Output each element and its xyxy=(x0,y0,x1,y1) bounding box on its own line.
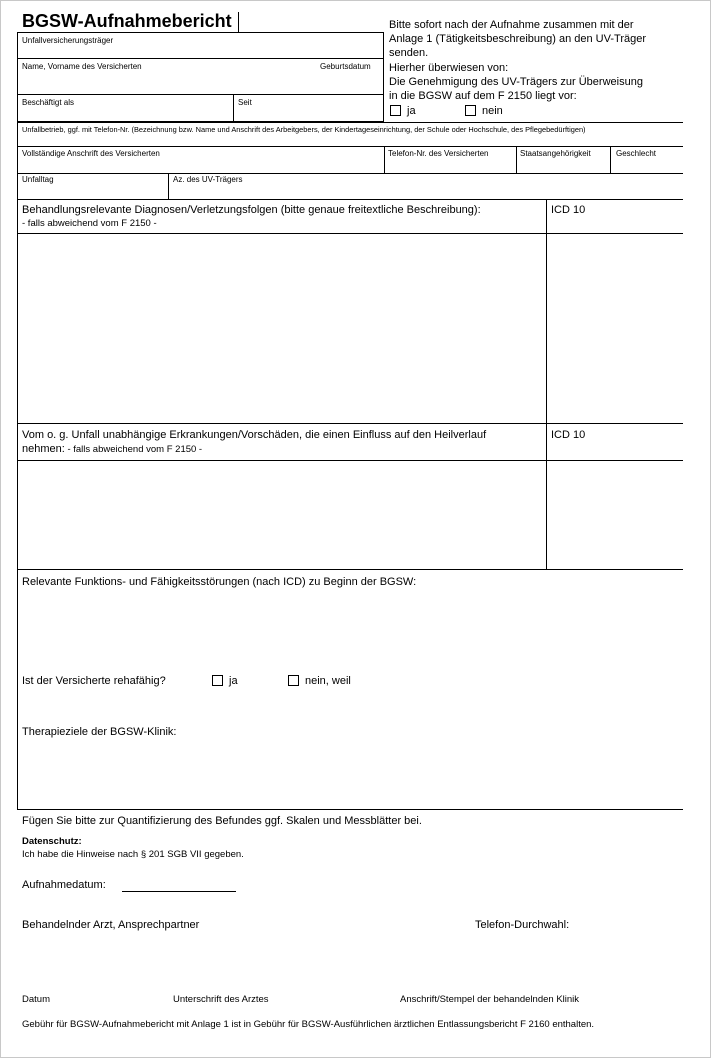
rehab-no-label: nein, weil xyxy=(305,675,351,687)
rehab-no-checkbox[interactable] xyxy=(288,675,299,686)
fee-note: Gebühr für BGSW-Aufnahmebericht mit Anlage 1 ist in Gebühr für BGSW-Ausführlichen ärztlichen Entlassungsbericht F 2160 enthalten. xyxy=(22,1019,595,1030)
phone-label: Telefon-Nr. des Versicherten xyxy=(388,149,489,158)
employer-label: Unfallbetrieb, ggf. mit Telefon-Nr. (Bezeichnung bzw. Name und Anschrift des Arbeitgebers, der Kindertageseinrichtung, der Schule oder Hochschule, des Pflegebedürftigen) xyxy=(22,125,586,134)
form-title: BGSW-Aufnahmebericht xyxy=(22,11,232,31)
instruction-line-2: Anlage 1 (Tätigkeitsbeschreibung) an den UV-Träger xyxy=(389,33,647,45)
functional-impairments-field[interactable] xyxy=(18,591,682,661)
direct-phone-label: Telefon-Durchwahl: xyxy=(475,919,570,931)
employer-field[interactable] xyxy=(18,134,682,145)
therapy-goals-field[interactable] xyxy=(18,741,682,807)
icd10-label-1: ICD 10 xyxy=(551,204,586,216)
insurer-field[interactable] xyxy=(18,46,383,58)
name-field[interactable] xyxy=(18,73,383,94)
diagnoses-title: Behandlungsrelevante Diagnosen/Verletzungsfolgen (bitte genaue freitextliche Beschreibung): xyxy=(22,204,481,216)
text-cursor xyxy=(238,12,239,32)
approval-no-checkbox[interactable] xyxy=(465,105,476,116)
admission-date-underline xyxy=(122,891,236,892)
file-ref-field[interactable] xyxy=(169,185,682,198)
accident-date-label: Unfalltag xyxy=(22,175,54,184)
approval-line-2: in die BGSW auf dem F 2150 liegt vor: xyxy=(389,90,577,102)
since-label: Seit xyxy=(238,98,252,107)
rehab-yes-checkbox[interactable] xyxy=(212,675,223,686)
referred-by-label: Hierher überwiesen von: xyxy=(389,62,509,74)
name-label: Name, Vorname des Versicherten xyxy=(22,62,142,71)
phone-field[interactable] xyxy=(385,159,515,172)
icd10-label-2: ICD 10 xyxy=(551,429,586,441)
therapy-goals-label: Therapieziele der BGSW-Klinik: xyxy=(22,726,177,738)
approval-no-label: nein xyxy=(482,105,503,117)
address-label: Vollständige Anschrift des Versicherten xyxy=(22,149,160,158)
accident-date-field[interactable] xyxy=(18,185,167,198)
nationality-label: Staatsangehörigkeit xyxy=(520,149,591,158)
employed-as-field[interactable] xyxy=(18,108,232,121)
birthdate-label: Geburtsdatum xyxy=(320,62,371,71)
rehab-question: Ist der Versicherte rehafähig? xyxy=(22,675,166,687)
instruction-line-3: senden. xyxy=(389,47,429,59)
approval-yes-checkbox[interactable] xyxy=(390,105,401,116)
since-field[interactable] xyxy=(234,108,383,121)
scales-note: Fügen Sie bitte zur Quantifizierung des Befundes ggf. Skalen und Messblätter bei. xyxy=(22,815,422,827)
treating-doctor-label: Behandelnder Arzt, Ansprechpartner xyxy=(22,919,200,931)
other-conditions-line-2: nehmen: - falls abweichend vom F 2150 - xyxy=(22,443,203,455)
privacy-text: Ich habe die Hinweise nach § 201 SGB VII gegeben. xyxy=(22,849,244,860)
file-ref-label: Az. des UV-Trägers xyxy=(173,175,243,184)
privacy-title: Datenschutz: xyxy=(22,836,82,847)
rehab-yes-label: ja xyxy=(229,675,238,687)
address-field[interactable] xyxy=(18,159,383,172)
insurer-label: Unfallversicherungsträger xyxy=(22,36,114,45)
approval-line-1: Die Genehmigung des UV-Trägers zur Überweisung xyxy=(389,76,643,88)
other-conditions-line-1: Vom o. g. Unfall unabhängige Erkrankungen/Vorschäden, die einen Einfluss auf den Heilverlauf xyxy=(22,429,487,441)
diagnoses-field[interactable] xyxy=(18,234,545,423)
clinic-stamp-label: Anschrift/Stempel der behandelnden Klinik xyxy=(400,994,580,1005)
sex-label: Geschlecht xyxy=(616,149,657,158)
admission-date-label: Aufnahmedatum: xyxy=(22,879,106,891)
functional-impairments-label: Relevante Funktions- und Fähigkeitsstörungen (nach ICD) zu Beginn der BGSW: xyxy=(22,576,417,588)
other-conditions-field[interactable] xyxy=(18,461,545,569)
employed-as-label: Beschäftigt als xyxy=(22,98,75,107)
icd10-diagnoses-field[interactable] xyxy=(547,234,682,423)
sex-field[interactable] xyxy=(611,159,682,172)
nationality-field[interactable] xyxy=(517,159,609,172)
diagnoses-note: - falls abweichend vom F 2150 - xyxy=(22,218,157,229)
doctor-signature-label: Unterschrift des Arztes xyxy=(173,994,269,1005)
icd10-other-field[interactable] xyxy=(547,461,682,569)
date-label: Datum xyxy=(22,994,50,1005)
instruction-line-1: Bitte sofort nach der Aufnahme zusammen mit der xyxy=(389,19,634,31)
approval-yes-label: ja xyxy=(407,105,416,117)
